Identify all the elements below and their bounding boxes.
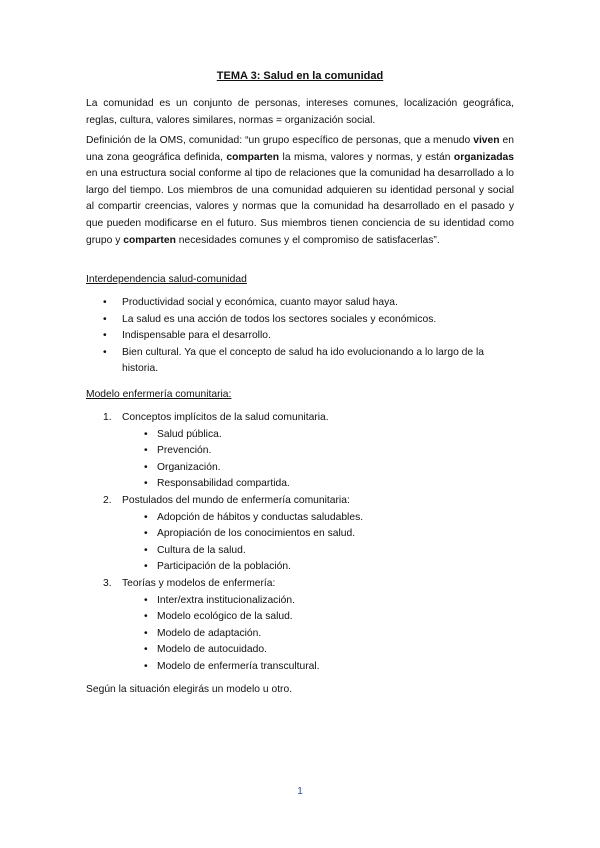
list-item: • Organización. xyxy=(122,460,516,477)
list-item: • Cultura de la salud. xyxy=(122,543,516,560)
oms-bold-organizadas: organizadas xyxy=(453,151,514,163)
oms-text-1: Definición de la OMS, comunidad: “un grupo específico de personas, que a menudo xyxy=(86,135,474,146)
modelo-section xyxy=(86,576,516,676)
section-number: 1. xyxy=(103,412,112,423)
intro-paragraph: La comunidad es un conjunto de personas, intereses comunes, localización geográfica, reglas, cultura, valores similares, normas = organización social. xyxy=(86,98,514,126)
section-label: Teorías y modelos de enfermería: xyxy=(122,577,276,589)
sublist xyxy=(122,510,516,576)
list-item: • Productividad social y económica, cuanto mayor salud haya. xyxy=(86,295,518,312)
modelo-section xyxy=(86,493,516,576)
section-number: 2. xyxy=(103,494,112,506)
list-item: • Inter/extra institucionalización. xyxy=(122,593,516,610)
page-title: TEMA 3: Salud en la comunidad xyxy=(216,70,384,82)
page-number: 1 xyxy=(297,786,303,797)
list-item: • Responsabilidad compartida. xyxy=(122,476,516,493)
oms-text-3: la misma, valores y normas, y están xyxy=(279,151,454,163)
sublist xyxy=(122,593,516,676)
list-item: • Apropiación de los conocimientos en salud. xyxy=(122,526,516,543)
section-label: Postulados del mundo de enfermería comunitaria: xyxy=(122,494,350,506)
oms-bold-comparten-2: comparten xyxy=(123,234,176,246)
modelo-section xyxy=(86,410,516,493)
list-item: • La salud es una acción de todos los sectores sociales y económicos. xyxy=(86,312,518,329)
list-item: • Salud pública. xyxy=(122,427,516,444)
list-item: • Prevención. xyxy=(122,443,516,460)
oms-bold-viven: viven xyxy=(473,135,500,146)
oms-text-5: necesidades comunes y el compromiso de satisfacerlas”. xyxy=(175,234,440,246)
interdependencia-heading: Interdependencia salud-comunidad xyxy=(86,274,247,285)
list-item: • Adopción de hábitos y conductas saludables. xyxy=(122,510,516,527)
list-item: • Bien cultural. Ya que el concepto de salud ha ido evolucionando a lo largo de la historia. xyxy=(86,345,518,378)
oms-text-4: en una estructura social conforme al tipo de relaciones que la comunidad ha desarrollado a lo largo del tiempo. Los miembros de una comunidad adquieren su identidad personal y social al compartir creencias, valores y normas que la comunidad ha desarrollado en el pasado y que pueden modificarse en el futuro. Sus miembros tienen conciencia de su identidad como grupo y xyxy=(86,168,514,246)
list-item: • Modelo de enfermería transcultural. xyxy=(122,659,516,676)
list-item: • Modelo ecológico de la salud. xyxy=(122,609,516,626)
section-number: 3. xyxy=(103,577,112,589)
sublist xyxy=(122,427,516,493)
closing-sentence: Según la situación elegirás un modelo u otro. xyxy=(86,684,293,695)
list-item: • Modelo de autocuidado. xyxy=(122,642,516,659)
oms-definition-paragraph xyxy=(86,133,514,249)
section-label: Conceptos implícitos de la salud comunitaria. xyxy=(122,412,329,423)
list-item: • Indispensable para el desarrollo. xyxy=(86,328,518,345)
oms-bold-comparten: comparten xyxy=(226,151,280,163)
list-item: • Participación de la población. xyxy=(122,559,516,576)
oms-text-2: en una zona geográfica definida, xyxy=(86,135,514,163)
modelo-heading: Modelo enfermería comunitaria: xyxy=(86,389,232,400)
modelo-list xyxy=(86,410,516,676)
list-item: • Modelo de adaptación. xyxy=(122,626,516,643)
interdependencia-list xyxy=(86,295,518,378)
